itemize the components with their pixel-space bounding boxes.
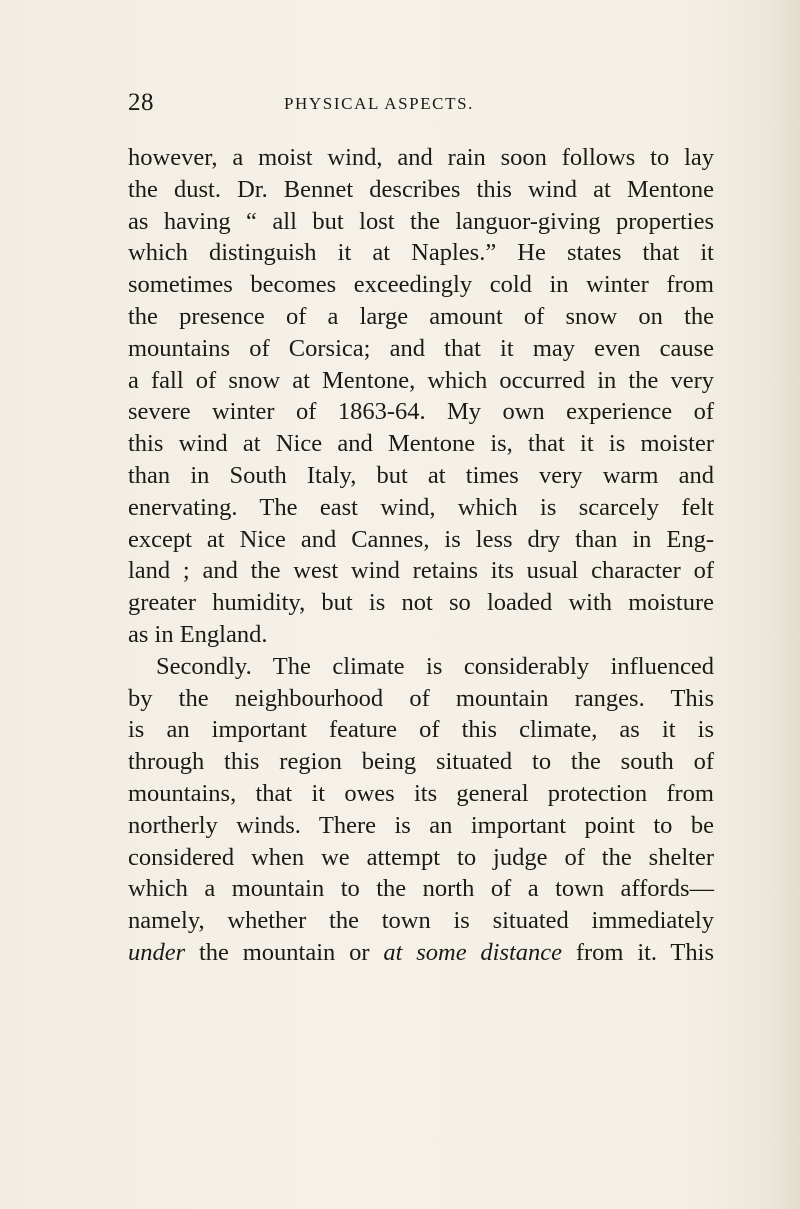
text-line: which distinguish it at Naples.” He states that it — [128, 239, 714, 267]
running-head: PHYSICAL ASPECTS. — [284, 94, 475, 113]
text-line: which a mountain to the north of a town affords— — [128, 875, 714, 903]
text-line: a fall of snow at Mentone, which occurred in the very — [128, 366, 714, 394]
text-line: enervating. The east wind, which is scarcely felt — [128, 493, 714, 521]
body-text — [128, 142, 714, 969]
text-line-paragraph-start: Secondly. The climate is considerably influenced — [156, 652, 714, 680]
italic-at-some-distance: at some distance — [383, 938, 563, 966]
text-line: except at Nice and Cannes, is less dry than in Eng- — [128, 525, 714, 553]
text-line: considered when we attempt to judge of the shelter — [128, 843, 714, 871]
text-line: than in South Italy, but at times very warm and — [128, 461, 714, 489]
text-fragment: the mountain or — [185, 938, 384, 966]
text-fragment: from it. This — [562, 938, 714, 966]
text-line: however, a moist wind, and rain soon follows to lay — [128, 144, 714, 171]
text-line: is an important feature of this climate, as it is — [128, 716, 714, 744]
text-line: mountains of Corsica; and that it may even cause — [128, 334, 714, 362]
text-line: the presence of a large amount of snow on the — [128, 302, 714, 330]
text-line: the dust. Dr. Bennet describes this wind at Mentone — [128, 175, 714, 203]
italic-under: under — [128, 938, 186, 966]
text-line-paragraph-end: as in England. — [128, 620, 268, 648]
text-line: as having “ all but lost the languor-giving properties — [128, 207, 714, 235]
text-line: this wind at Nice and Mentone is, that it is moister — [128, 430, 714, 458]
text-line: severe winter of 1863-64. My own experience of — [128, 398, 714, 426]
text-line: namely, whether the town is situated immediately — [128, 907, 714, 935]
text-line-last — [128, 937, 714, 969]
text-line: northerly winds. There is an important point to be — [128, 811, 714, 839]
page-header — [128, 88, 708, 118]
text-line: by the neighbourhood of mountain ranges. This — [128, 684, 714, 712]
text-line: mountains, that it owes its general protection from — [128, 779, 714, 807]
text-line: sometimes becomes exceedingly cold in winter from — [128, 271, 714, 299]
text-line: land ; and the west wind retains its usual character of — [128, 557, 714, 585]
text-line: greater humidity, but is not so loaded with moisture — [128, 589, 714, 617]
text-line: through this region being situated to the south of — [128, 748, 714, 776]
page-number: 28 — [128, 89, 154, 116]
